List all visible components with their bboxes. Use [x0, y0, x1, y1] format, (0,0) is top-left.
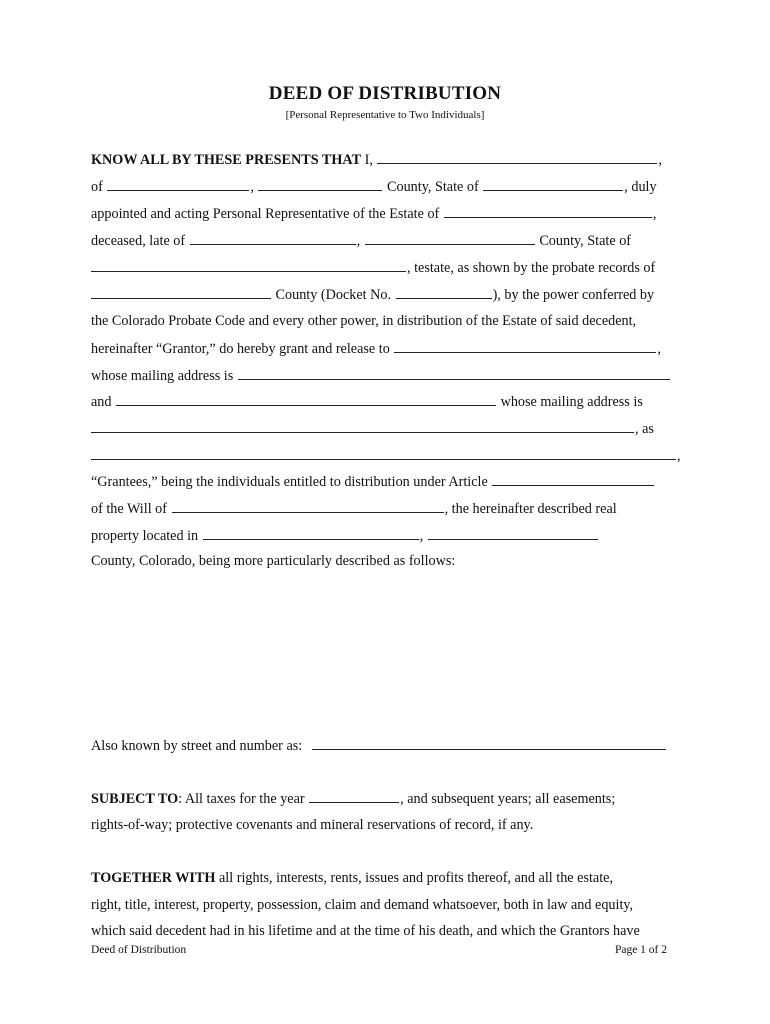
docket-number-blank[interactable] [396, 285, 492, 299]
decedent-city-blank[interactable] [190, 231, 356, 245]
footer-left: Deed of Distribution [91, 944, 187, 956]
grantor-state-blank[interactable] [483, 177, 623, 191]
grantee-2-address-blank[interactable] [91, 419, 634, 433]
grantor-county-blank[interactable] [258, 177, 382, 191]
document-subtitle: [Personal Representative to Two Individuals] [285, 109, 485, 121]
document-title: DEED OF DISTRIBUTION [268, 83, 502, 104]
body-line-13: “Grantees,” being the individuals entitled to distribution under Article [91, 472, 655, 491]
body-line-2: of , County, State of , duly [91, 179, 657, 195]
property-city-blank[interactable] [203, 526, 419, 540]
article-blank[interactable] [492, 472, 654, 486]
will-of-blank[interactable] [172, 499, 444, 513]
street-address-blank[interactable] [312, 736, 666, 750]
grantee-1-address-blank[interactable] [238, 366, 670, 380]
body-line-16: County, Colorado, being more particularly described as follows: [91, 553, 456, 569]
footer-page-number: Page 1 of 2 [614, 944, 667, 956]
subject-to-heading: SUBJECT TO [91, 791, 179, 807]
body-line-8: hereinafter “Grantor,” do hereby grant and release to , [91, 341, 661, 357]
decedent-county-blank[interactable] [365, 231, 535, 245]
body-line-1: KNOW ALL BY THESE PRESENTS THAT I, , [91, 152, 662, 168]
property-county-blank[interactable] [428, 526, 598, 540]
grantor-name-blank[interactable] [377, 150, 657, 164]
body-line-3: appointed and acting Personal Representative of the Estate of , [91, 206, 657, 222]
tenancy-blank[interactable] [91, 446, 676, 460]
body-line-6: County (Docket No. ), by the power conferred by [91, 285, 654, 304]
subject-to-line-2: rights-of-way; protective covenants and mineral reservations of record, if any. [91, 817, 534, 833]
body-line-14: of the Will of , the hereinafter described real [91, 501, 617, 517]
body-line-5: , testate, as shown by the probate records of [91, 258, 655, 277]
together-with-heading: TOGETHER WITH [91, 870, 216, 886]
body-line-10: and whose mailing address is [91, 394, 643, 410]
probate-county-blank[interactable] [91, 285, 271, 299]
tax-year-blank[interactable] [309, 789, 399, 803]
also-known-line: Also known by street and number as: [91, 736, 667, 755]
body-line-12: , [91, 446, 681, 465]
body-line-15: property located in , [91, 526, 599, 545]
decedent-state-blank[interactable] [91, 258, 406, 272]
grantor-city-blank[interactable] [107, 177, 249, 191]
together-with-line-2: right, title, interest, property, possession, claim and demand whatsoever, both in law and equity, [91, 897, 634, 913]
estate-of-blank[interactable] [444, 204, 652, 218]
body-line-9: whose mailing address is [91, 366, 671, 385]
know-all-heading: KNOW ALL BY THESE PRESENTS THAT [91, 152, 362, 168]
subject-to-line-1: SUBJECT TO: All taxes for the year , and subsequent years; all easements; [91, 791, 616, 807]
together-with-line-1: TOGETHER WITH all rights, interests, rents, issues and profits thereof, and all the estate, [91, 870, 613, 886]
grantee-1-name-blank[interactable] [394, 339, 656, 353]
grantee-2-name-blank[interactable] [116, 392, 496, 406]
body-line-7: the Colorado Probate Code and every other power, in distribution of the Estate of said decedent, [91, 313, 637, 329]
together-with-line-3: which said decedent had in his lifetime and at the time of his death, and which the Grantors have [91, 923, 640, 939]
body-line-4: deceased, late of , County, State of [91, 233, 632, 249]
body-line-11: , as [91, 419, 654, 438]
